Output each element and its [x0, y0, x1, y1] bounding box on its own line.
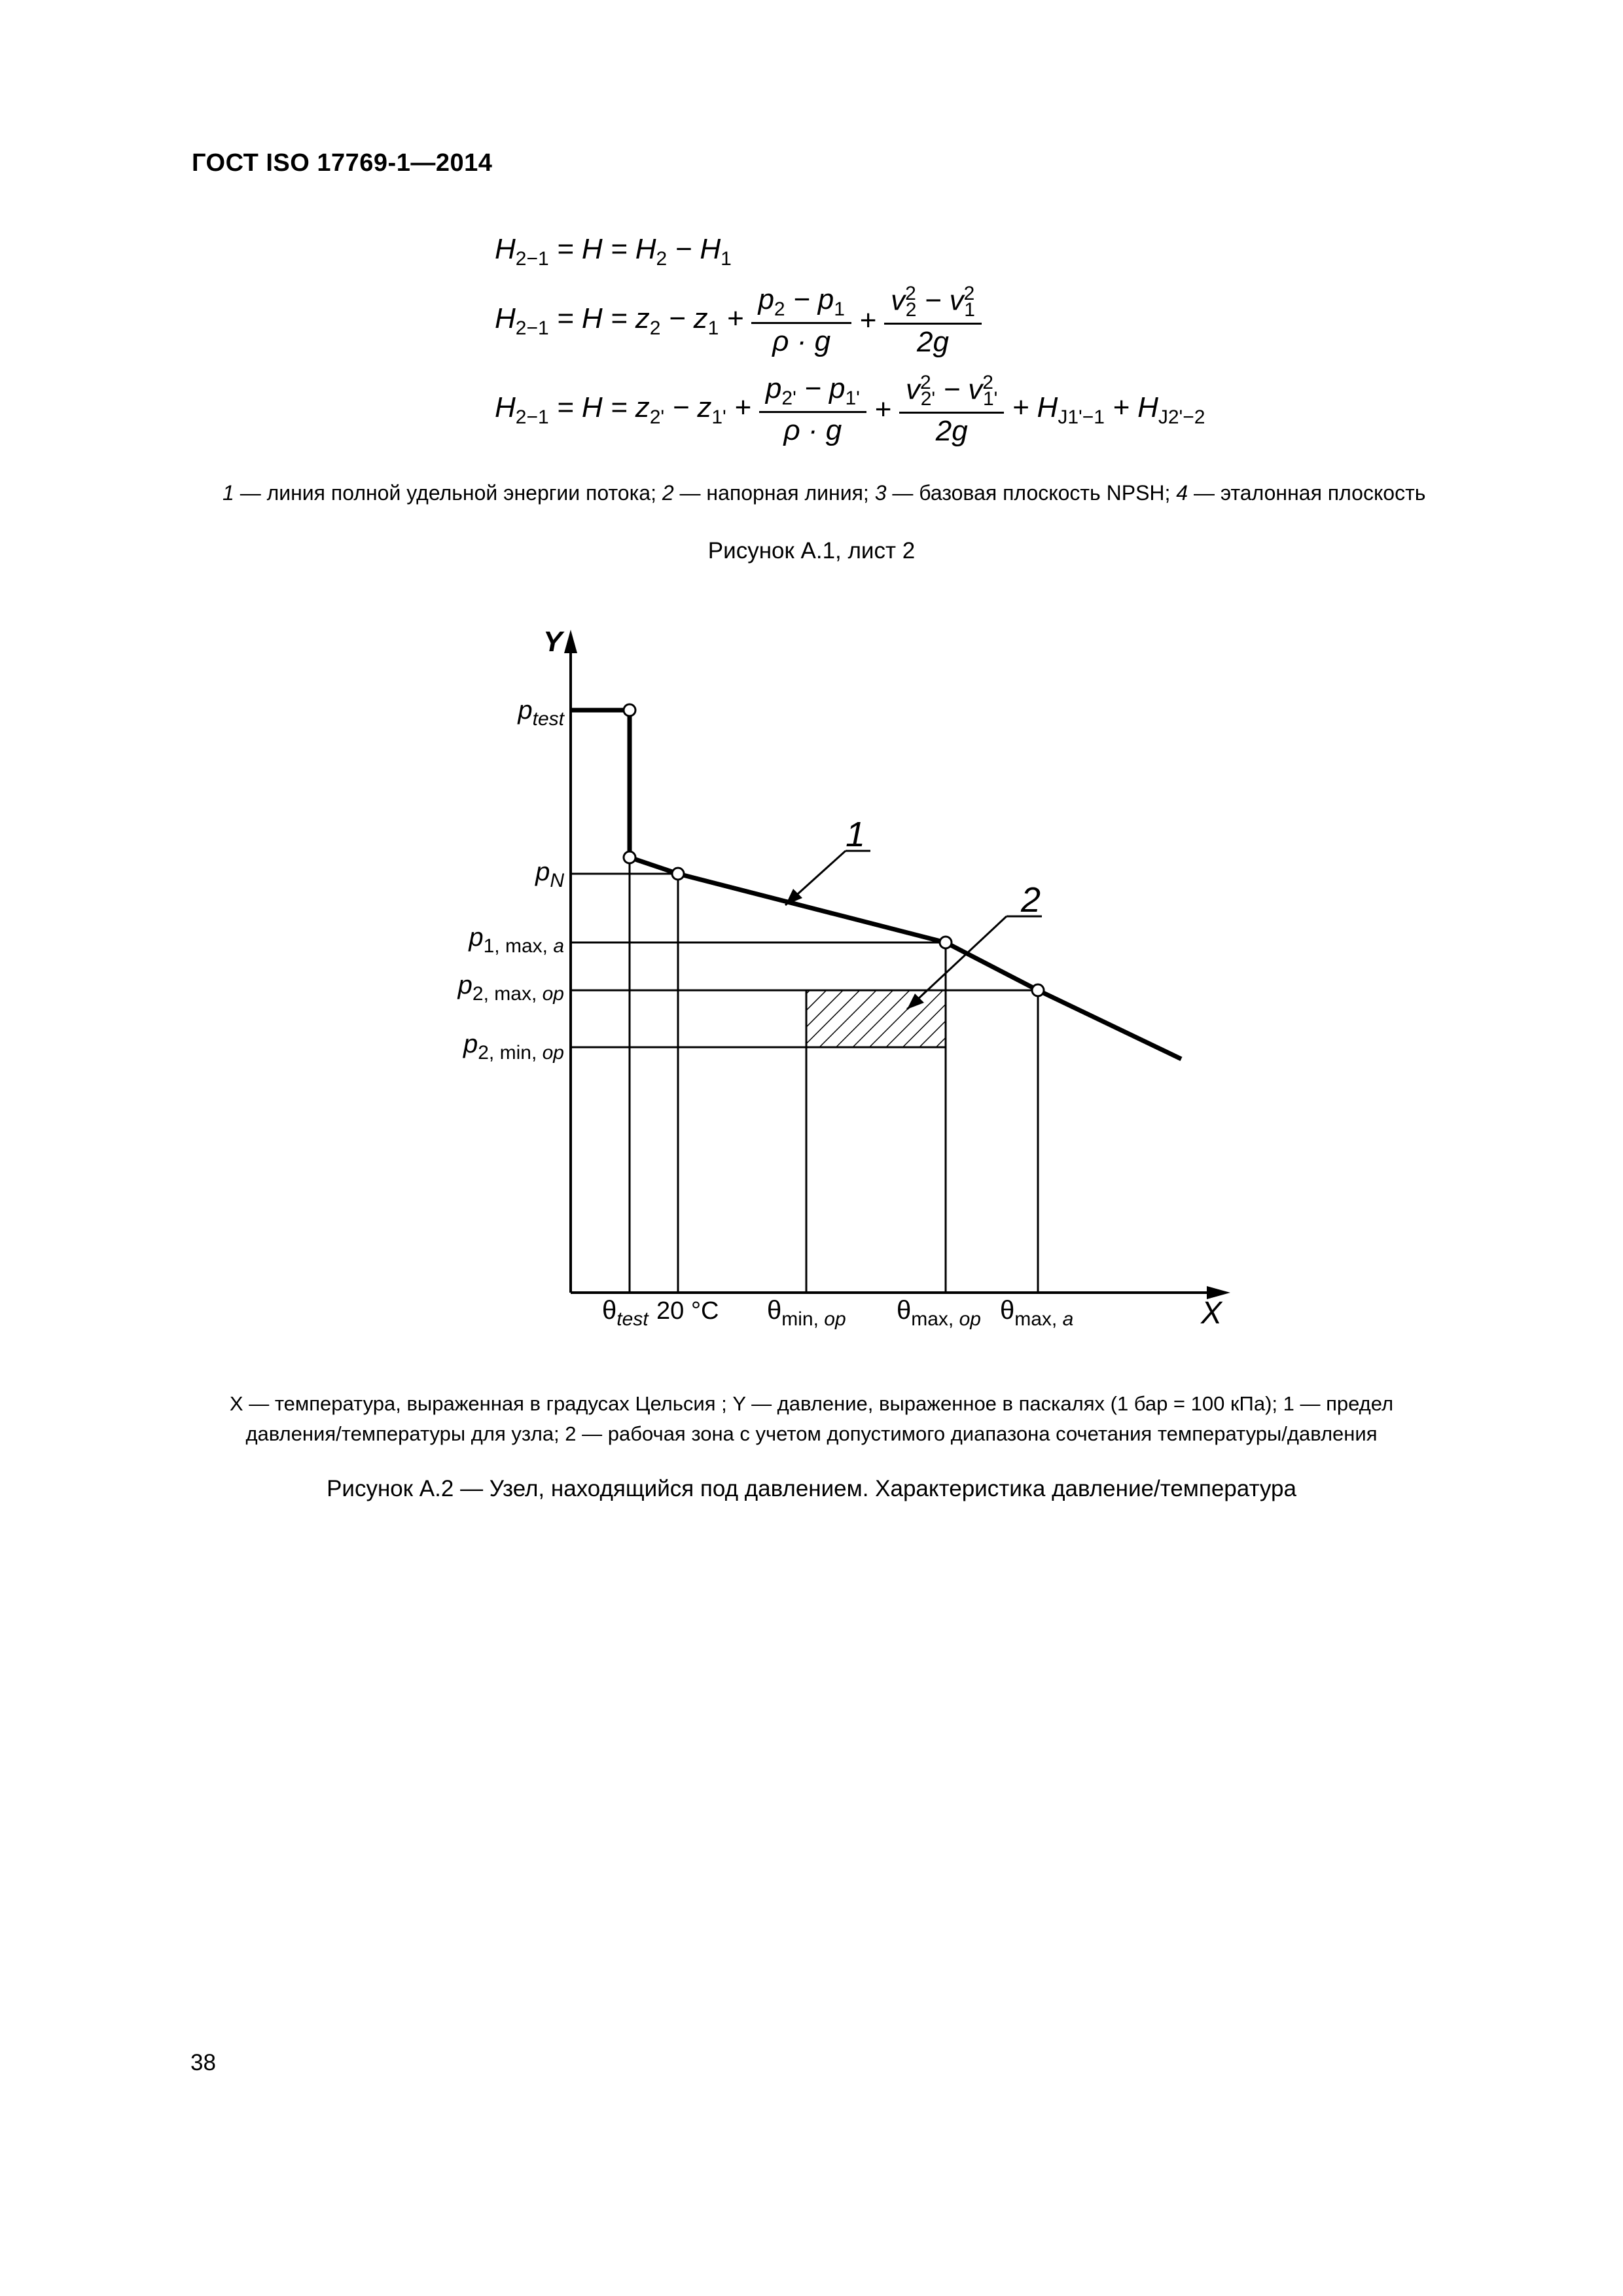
figure-2-legend: [190, 1389, 1433, 1449]
working-zone-hatched: [806, 990, 946, 1047]
point-marker-theta-max-a: [1032, 984, 1044, 996]
x-axis-label: X: [1201, 1296, 1222, 1331]
y-axis-arrow: [564, 630, 577, 653]
y-axis-label: Y: [543, 626, 563, 658]
point-marker-ptest: [624, 704, 635, 716]
figure-2-caption: Рисунок А.2 — Узел, находящийся под давлением. Характеристика давление/температура: [327, 1476, 1296, 1501]
ytick-label-p2maxop: $p_{2, max,}$ op: [457, 971, 564, 1005]
formula-line-1: $H_{2-1} = H = H_2 - H_1$: [495, 233, 732, 270]
ytick-label-p2minop: $p_{2, min,}$ op: [463, 1030, 564, 1064]
figure-2-legend-line-1: X — температура, выраженная в градусах Цельсия ; Y — давление, выраженное в паскалях (1 бар = 100 кПа); 1 — предел: [229, 1392, 1394, 1415]
xtick-label-theta-test: $\theta_{test}$: [602, 1296, 649, 1330]
document-header: ГОСТ ISO 17769-1—2014: [192, 149, 493, 177]
point-marker-theta-test: [624, 852, 635, 863]
formula-line-3: $H_{2-1} = H = z_{2'} - z_{1'}$ + $\frac{p_{2'} - p_{1'}}{\rho \cdot g}$ + $\frac{v^2_{2'} - v^2_{1'}}{2g}$ + $H_{J1'-1} + H_{J2'-2}$: [495, 372, 1205, 448]
figure-2-legend-line-2: давления/температуры для узла; 2 — рабочая зона с учетом допустимого диапазона сочетания температуры/давления: [245, 1422, 1378, 1445]
ytick-label-p1maxa: $p_{1, max,}$ a: [469, 923, 564, 957]
page-number: 38: [190, 2050, 216, 2075]
ytick-label-pN: $p_N$: [535, 857, 564, 891]
xtick-label-20c: 20 °C: [656, 1297, 719, 1325]
point-marker-pN: [672, 868, 684, 880]
point-marker-p1maxa: [940, 937, 952, 948]
annotation-2-label: 2: [1021, 880, 1041, 920]
xtick-label-theta-max-op: $\theta_{max,}$ op: [897, 1296, 981, 1330]
formula-line-2: $H_{2-1} = H = z_2 - z_1$ + $\frac{p_2 - p_1}{\rho \cdot g}$ + $\frac{v^2_2 - v^2_1}{2g}$: [495, 283, 982, 359]
figure-1-legend: 1 — линия полной удельной энергии потока; 2 — напорная линия; 3 — базовая плоскость NPSH; 4 — эталонная плоскость: [223, 481, 1426, 505]
ytick-label-ptest: $p_{test}$: [518, 696, 564, 730]
figure-1-caption: Рисунок А.1, лист 2: [707, 538, 916, 564]
annotation-2-leader: [907, 916, 1007, 1009]
xtick-label-theta-min-op: $\theta_{min,}$ op: [767, 1296, 846, 1330]
annotation-1-label: 1: [846, 815, 866, 854]
xtick-label-theta-max-a: $\theta_{max,}$ a: [1000, 1296, 1074, 1330]
